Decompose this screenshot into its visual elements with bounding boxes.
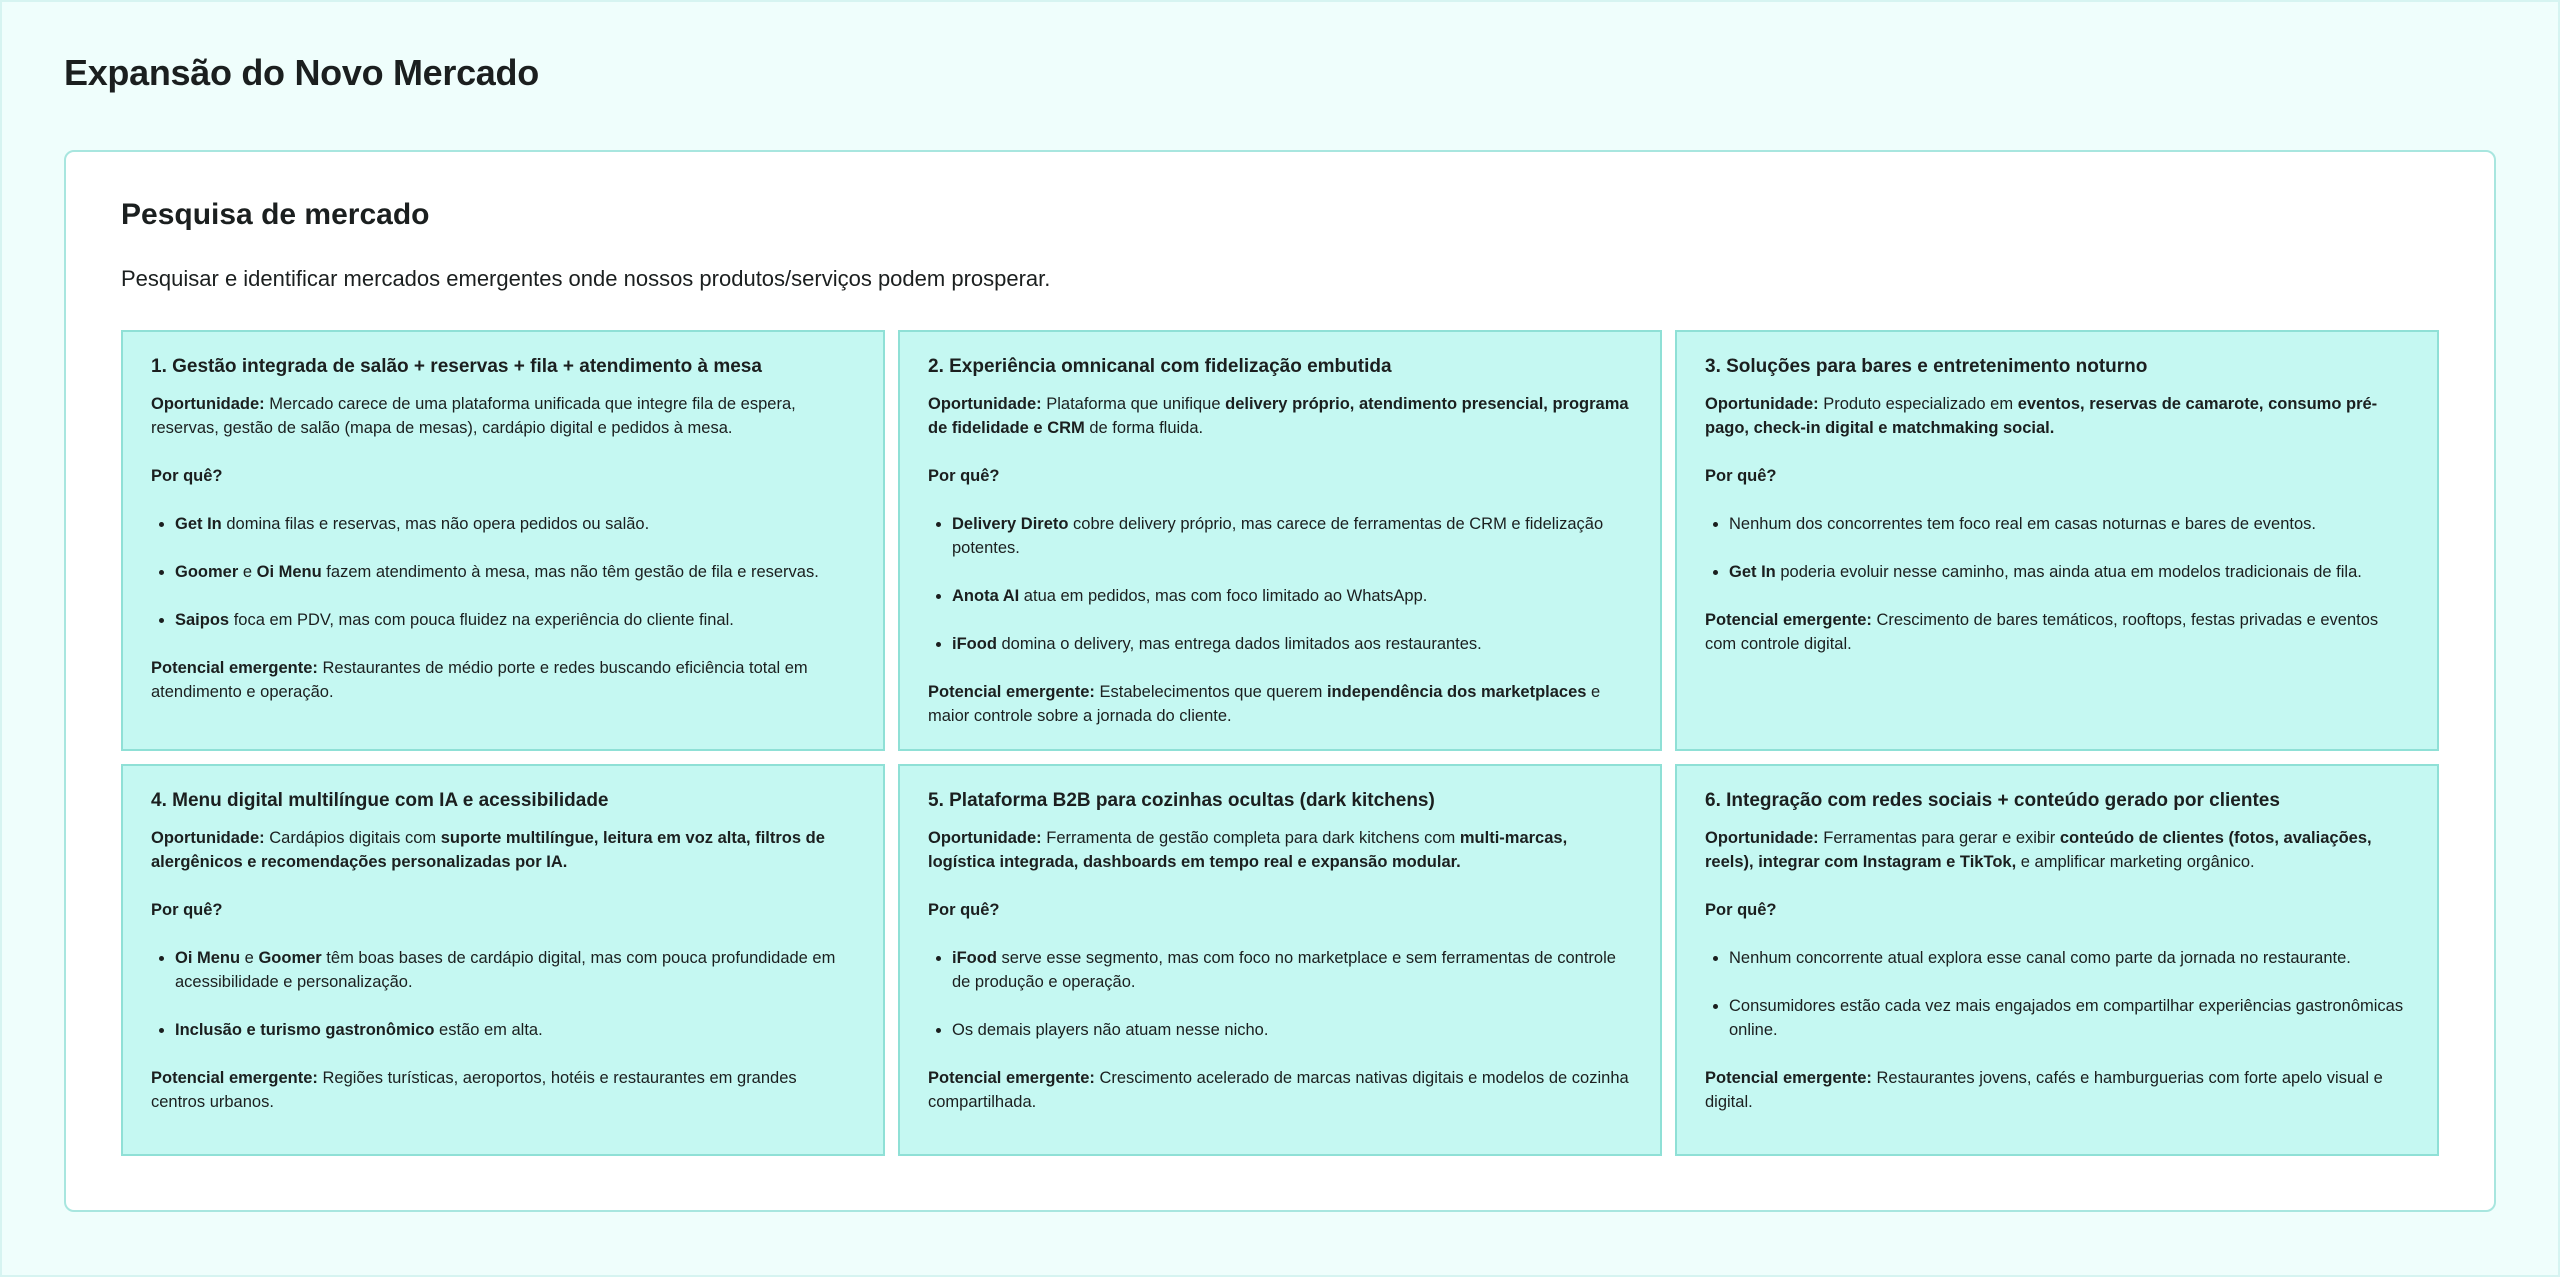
list-item bbox=[952, 632, 1632, 656]
card-potential bbox=[928, 680, 1632, 728]
competitor-name: Get In bbox=[175, 515, 222, 533]
card-potential bbox=[151, 656, 855, 704]
list-item bbox=[175, 608, 855, 632]
card-title: 3. Soluções para bares e entretenimento noturno bbox=[1705, 356, 2148, 377]
potential-text: Estabelecimentos que querem bbox=[1094, 683, 1327, 701]
opportunity-card-3 bbox=[1675, 330, 2439, 751]
card-opportunity bbox=[151, 826, 855, 874]
reason-text: Nenhum concorrente atual explora esse canal como parte da jornada no restaurante. bbox=[1729, 949, 2351, 967]
opportunity-card-5 bbox=[898, 764, 1662, 1156]
opportunity-text: Plataforma que unifique bbox=[1041, 395, 1226, 413]
reason-text: fazem atendimento à mesa, mas não têm gestão de fila e reservas. bbox=[321, 563, 819, 581]
potential-label: Potencial emergente: bbox=[1705, 1069, 1872, 1087]
opportunity-text: conteúdo de clientes (fotos, avaliações, reels), integrar com Instagram e TikTok, bbox=[1705, 829, 2372, 871]
list-item bbox=[952, 584, 1632, 608]
reason-text: estão em alta. bbox=[434, 1021, 543, 1039]
competitor-name: Get In bbox=[1729, 563, 1776, 581]
opportunity-text: multi-marcas, logística integrada, dashboards em tempo real e expansão modular. bbox=[928, 829, 1568, 871]
competitor-name: Delivery Direto bbox=[952, 515, 1069, 533]
reasons-list bbox=[1705, 512, 2409, 584]
card-title: 6. Integração com redes sociais + conteúdo gerado por clientes bbox=[1705, 790, 2280, 811]
potential-label: Potencial emergente: bbox=[151, 1069, 318, 1087]
opportunity-text: Produto especializado em bbox=[1818, 395, 2018, 413]
card-title: 1. Gestão integrada de salão + reservas + fila + atendimento à mesa bbox=[151, 356, 762, 377]
opportunity-label: Oportunidade: bbox=[151, 395, 265, 413]
reasons-list bbox=[151, 946, 855, 1042]
opportunity-label: Oportunidade: bbox=[1705, 829, 1819, 847]
card-potential bbox=[1705, 1066, 2409, 1114]
opportunity-card-1 bbox=[121, 330, 885, 751]
card-potential bbox=[151, 1066, 855, 1114]
reason-text: serve esse segmento, mas com foco no marketplace e sem ferramentas de controle de produção e operação. bbox=[952, 949, 1616, 991]
opportunity-text: Cardápios digitais com bbox=[264, 829, 441, 847]
opportunity-text: Ferramenta de gestão completa para dark kitchens com bbox=[1041, 829, 1460, 847]
opportunity-text: de forma fluida. bbox=[1084, 419, 1204, 437]
reason-text: foca em PDV, mas com pouca fluidez na experiência do cliente final. bbox=[229, 611, 734, 629]
list-item bbox=[952, 1018, 1632, 1042]
potential-text: Crescimento acelerado de marcas nativas digitais e modelos de cozinha compartilhada. bbox=[928, 1069, 1629, 1111]
why-heading: Por quê? bbox=[1705, 467, 1777, 485]
reasons-list bbox=[1705, 946, 2409, 1042]
opportunity-label: Oportunidade: bbox=[1705, 395, 1819, 413]
reason-text: poderia evoluir nesse caminho, mas ainda atua em modelos tradicionais de fila. bbox=[1775, 563, 2362, 581]
competitor-name: Inclusão e turismo gastronômico bbox=[175, 1021, 435, 1039]
list-item bbox=[175, 560, 855, 584]
potential-label: Potencial emergente: bbox=[1705, 611, 1872, 629]
potential-text: independência dos marketplaces bbox=[1326, 683, 1587, 701]
potential-text: Regiões turísticas, aeroportos, hotéis e restaurantes em grandes centros urbanos. bbox=[151, 1069, 797, 1111]
card-opportunity bbox=[1705, 392, 2409, 440]
reason-text: domina o delivery, mas entrega dados limitados aos restaurantes. bbox=[996, 635, 1482, 653]
list-item bbox=[1729, 560, 2409, 584]
reason-text: atua em pedidos, mas com foco limitado ao WhatsApp. bbox=[1019, 587, 1428, 605]
card-potential bbox=[1705, 608, 2409, 656]
reasons-list bbox=[151, 512, 855, 632]
list-item bbox=[1729, 512, 2409, 536]
card-title: 4. Menu digital multilíngue com IA e acessibilidade bbox=[151, 790, 609, 811]
list-item bbox=[175, 946, 855, 994]
panel-subtitle: Pesquisar e identificar mercados emergentes onde nossos produtos/serviços podem prosperar. bbox=[121, 266, 1051, 291]
reason-text: cobre delivery próprio, mas carece de ferramentas de CRM e fidelização potentes. bbox=[952, 515, 1604, 557]
potential-label: Potencial emergente: bbox=[151, 659, 318, 677]
page-title: Expansão do Novo Mercado bbox=[64, 52, 539, 93]
card-opportunity bbox=[928, 392, 1632, 440]
card-title: 5. Plataforma B2B para cozinhas ocultas (dark kitchens) bbox=[928, 790, 1435, 811]
competitor-name: Oi Menu bbox=[175, 949, 241, 967]
opportunity-label: Oportunidade: bbox=[928, 829, 1042, 847]
opportunity-label: Oportunidade: bbox=[928, 395, 1042, 413]
competitor-name: iFood bbox=[952, 949, 997, 967]
opportunity-text: e amplificar marketing orgânico. bbox=[2016, 853, 2255, 871]
list-item bbox=[175, 512, 855, 536]
opportunity-card-4 bbox=[121, 764, 885, 1156]
card-opportunity bbox=[928, 826, 1632, 874]
card-title: 2. Experiência omnicanal com fidelização embutida bbox=[928, 356, 1392, 377]
market-research-panel bbox=[64, 150, 2496, 1212]
competitor-name: Goomer bbox=[258, 949, 322, 967]
reason-text: Nenhum dos concorrentes tem foco real em casas noturnas e bares de eventos. bbox=[1729, 515, 2316, 533]
potential-text: e maior controle sobre a jornada do cliente. bbox=[928, 683, 1601, 725]
reason-text: e bbox=[238, 563, 257, 581]
potential-text: Crescimento de bares temáticos, rooftops, festas privadas e eventos com controle digital. bbox=[1705, 611, 2379, 653]
reason-text: e bbox=[240, 949, 259, 967]
opportunity-text: suporte multilíngue, leitura em voz alta, filtros de alergênicos e recomendações personalizadas por IA. bbox=[151, 829, 825, 871]
list-item bbox=[1729, 946, 2409, 970]
reasons-list bbox=[928, 946, 1632, 1042]
potential-label: Potencial emergente: bbox=[928, 683, 1095, 701]
potential-text: Restaurantes jovens, cafés e hamburguerias com forte apelo visual e digital. bbox=[1705, 1069, 2383, 1111]
reason-text: Consumidores estão cada vez mais engajados em compartilhar experiências gastronômicas online. bbox=[1729, 997, 2404, 1039]
opportunity-text: Mercado carece de uma plataforma unificada que integre fila de espera, reservas, gestão de salão (mapa de mesas), cardápio digital e pedidos à mesa. bbox=[151, 395, 796, 437]
opportunity-label: Oportunidade: bbox=[151, 829, 265, 847]
competitor-name: Oi Menu bbox=[256, 563, 322, 581]
panel-title: Pesquisa de mercado bbox=[121, 198, 430, 231]
competitor-name: Saipos bbox=[175, 611, 230, 629]
opportunity-cards-grid bbox=[121, 330, 2439, 1156]
potential-text: Restaurantes de médio porte e redes buscando eficiência total em atendimento e operação. bbox=[151, 659, 808, 701]
competitor-name: Goomer bbox=[175, 563, 239, 581]
opportunity-text: delivery próprio, atendimento presencial, programa de fidelidade e CRM bbox=[928, 395, 1629, 437]
card-opportunity bbox=[151, 392, 855, 440]
reason-text: Os demais players não atuam nesse nicho. bbox=[952, 1021, 1269, 1039]
list-item bbox=[1729, 994, 2409, 1042]
why-heading: Por quê? bbox=[928, 901, 1000, 919]
opportunity-text: eventos, reservas de camarote, consumo pré-pago, check-in digital e matchmaking social. bbox=[1705, 395, 2378, 437]
reason-text: domina filas e reservas, mas não opera pedidos ou salão. bbox=[221, 515, 650, 533]
reasons-list bbox=[928, 512, 1632, 656]
why-heading: Por quê? bbox=[151, 467, 223, 485]
list-item bbox=[952, 512, 1632, 560]
opportunity-card-6 bbox=[1675, 764, 2439, 1156]
competitor-name: iFood bbox=[952, 635, 997, 653]
card-potential bbox=[928, 1066, 1632, 1114]
card-opportunity bbox=[1705, 826, 2409, 874]
list-item bbox=[175, 1018, 855, 1042]
why-heading: Por quê? bbox=[928, 467, 1000, 485]
why-heading: Por quê? bbox=[151, 901, 223, 919]
why-heading: Por quê? bbox=[1705, 901, 1777, 919]
potential-label: Potencial emergente: bbox=[928, 1069, 1095, 1087]
list-item bbox=[952, 946, 1632, 994]
opportunity-text: Ferramentas para gerar e exibir bbox=[1818, 829, 2060, 847]
competitor-name: Anota AI bbox=[952, 587, 1020, 605]
opportunity-card-2 bbox=[898, 330, 1662, 751]
reason-text: têm boas bases de cardápio digital, mas com pouca profundidade em acessibilidade e personalização. bbox=[175, 949, 836, 991]
